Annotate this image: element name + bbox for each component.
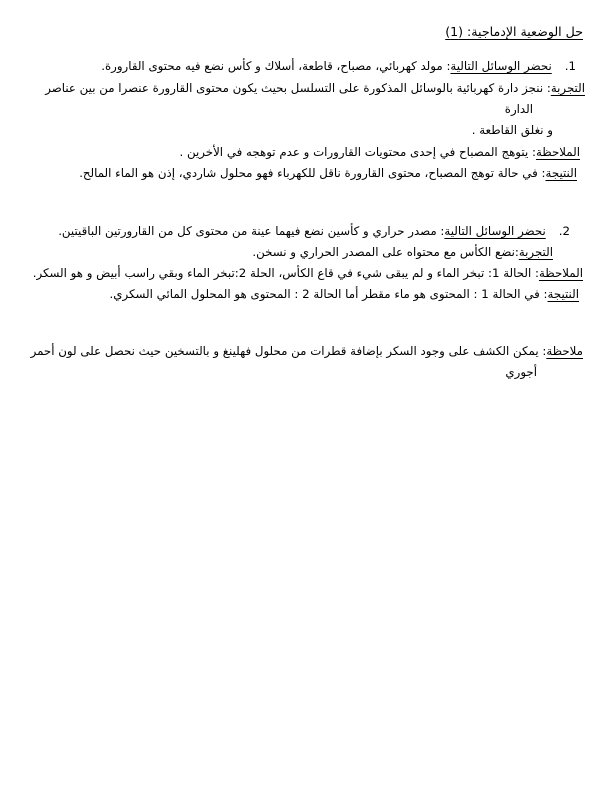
item1-result-label: النتيجة (545, 166, 577, 180)
note-label: ملاحظة (546, 344, 583, 358)
item1-intro-line (101, 58, 576, 75)
item1-experiment-text: : ننجز دارة كهربائية بالوسائل المذكورة على التسلسل بحيث يكون محتوى القارورة عنصرا من بين عناصر (45, 81, 551, 95)
item1-intro-label: نحضر الوسائل التالية (450, 59, 552, 73)
item1-result-line (79, 165, 577, 182)
item2-result-line (109, 286, 579, 303)
item1-observation-label: الملاحظة (535, 145, 580, 159)
item1-number: 1. (564, 59, 576, 73)
item1-experiment-label: التجربة (550, 81, 585, 95)
item1-close-switch-text: و نغلق القاطعة . (471, 123, 553, 137)
item2-observation-text: : الحالة 1: تبخر الماء و لم يبقى شيء في قاع الكأس، الحلة 2:تبخر الماء وبقي راسب أبيض و هو السكر. (32, 266, 539, 280)
item1-experiment-wrap-text: الدارة (504, 102, 533, 116)
note-wrap-line (505, 364, 537, 381)
item1-experiment-line (45, 80, 585, 97)
item2-experiment-text: :نضع الكأس مع محتواه على المصدر الحراري و نسخن. (252, 245, 519, 259)
item1-observation-text: : يتوهج المصباح في إحدى محتويات القارورات و عدم توهجه في الأخرين . (179, 145, 536, 159)
item2-intro-text: : مصدر حراري و كأسين نضع فيهما عينة من محتوى كل من القارورتين الباقيتين. (58, 224, 445, 238)
item2-result-text: : في الحالة 1 : المحتوى هو ماء مقطر أما الحالة 2 : المحتوى هو المحلول المائي السكري. (109, 287, 548, 301)
item1-result-text: : في حالة توهج المصباح، محتوى القارورة ناقل للكهرباء فهو محلول شاردي، إذن هو الماء المالح. (79, 166, 546, 180)
note-wrap-text: أجوري (505, 365, 537, 379)
item2-intro-line (58, 223, 570, 240)
note-text: : يمكن الكشف على وجود السكر بإضافة قطرات من محلول فهلينغ و بالتسخين حيث نحصل على لون أحمر (30, 344, 547, 358)
page-title-text: حل الوضعية الإدماجية: (1) (445, 24, 583, 39)
item1-close-switch-line (472, 122, 553, 139)
item2-result-label: النتيجة (547, 287, 579, 301)
item1-intro-text: : مولد كهربائي، مصباح، قاطعة، أسلاك و كأس نضع فيه محتوى القارورة. (101, 59, 451, 73)
page-title (445, 23, 583, 40)
note-line (31, 343, 583, 360)
item2-experiment-label: التجربة (518, 245, 553, 259)
item2-intro-label: نحضر الوسائل التالية (444, 224, 546, 238)
item2-observation-label: الملاحظة (538, 266, 583, 280)
item1-observation-line (180, 144, 580, 161)
item2-experiment-line (252, 244, 553, 261)
item2-number: 2. (558, 224, 570, 238)
item1-experiment-wrap-line (505, 101, 533, 118)
item2-observation-line (33, 265, 583, 282)
